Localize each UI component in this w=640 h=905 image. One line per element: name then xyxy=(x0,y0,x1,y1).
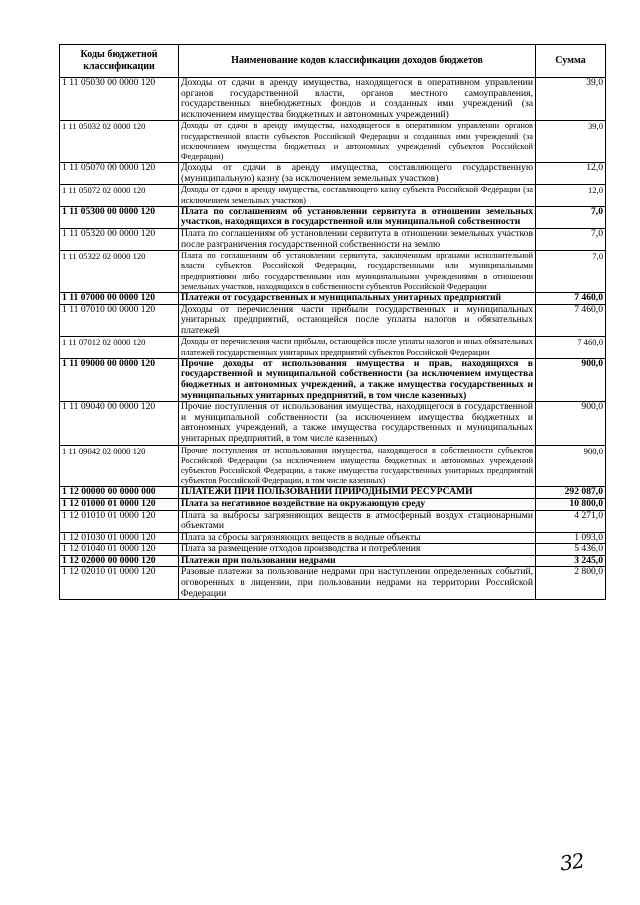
table-row xyxy=(60,510,606,532)
sum-cell: 7,0 xyxy=(536,251,606,293)
name-cell: Платежи от государственных и муниципальных унитарных предприятий xyxy=(179,292,536,304)
code-cell: 1 11 07010 00 0000 120 xyxy=(60,304,179,337)
code-cell: 1 11 05322 02 0000 120 xyxy=(60,251,179,293)
table-row xyxy=(60,555,606,567)
name-cell: Доходы от сдачи в аренду имущества, находящегося в оперативном управлении органов государственной власти субъектов Российской Федерации и созданных ими учреждений (за исключением имущества бюджетных и автономных учреждений субъектов Российской Федерации) xyxy=(179,121,536,163)
name-cell: Платежи при пользовании недрами xyxy=(179,555,536,567)
table-row xyxy=(60,251,606,293)
code-cell: 1 12 00000 00 0000 000 xyxy=(60,487,179,499)
table-row xyxy=(60,337,606,358)
table-row xyxy=(60,498,606,510)
table-row xyxy=(60,567,606,600)
sum-cell: 900,0 xyxy=(536,402,606,445)
table-row xyxy=(60,78,606,121)
name-cell: Плата за размещение отходов производства и потребления xyxy=(179,544,536,556)
code-cell: 1 11 05030 00 0000 120 xyxy=(60,78,179,121)
table-row xyxy=(60,532,606,544)
name-cell: Плата по соглашениям об установлении сервитута, заключенным органами исполнительной власти субъектов Российской Федерации, государственными или муниципальными предприятиями либо государственными или муниципальными учреждениями в отношении земельных участков, находящихся в собственности субъектов Российской Федерации xyxy=(179,251,536,293)
code-cell: 1 12 01010 01 0000 120 xyxy=(60,510,179,532)
table-row xyxy=(60,228,606,250)
name-cell: Плата по соглашениям об установлении сервитута в отношении земельных участков, находящихся в государственной или муниципальной собственности xyxy=(179,206,536,228)
code-cell: 1 11 05032 02 0000 120 xyxy=(60,121,179,163)
table-row xyxy=(60,402,606,445)
sum-cell: 7,0 xyxy=(536,228,606,250)
code-cell: 1 11 07012 02 0000 120 xyxy=(60,337,179,358)
sum-cell: 1 093,0 xyxy=(536,532,606,544)
table-row xyxy=(60,544,606,556)
code-cell: 1 11 05320 00 0000 120 xyxy=(60,228,179,250)
page-number: 32 xyxy=(558,848,586,876)
sum-cell: 12,0 xyxy=(536,163,606,185)
sum-cell: 292 087,0 xyxy=(536,487,606,499)
sum-cell: 4 271,0 xyxy=(536,510,606,532)
code-cell: 1 12 02010 01 0000 120 xyxy=(60,567,179,600)
name-cell: Прочие поступления от использования имущества, находящегося в государственной и муниципальной собственности (за исключением имущества бюджетных и автономных учреждений, а также имущества государственных и муниципальных унитарных предприятий, в том числе казенных) xyxy=(179,402,536,445)
name-cell: Прочие поступления от использования имущества, находящегося в собственности субъектов Российской Федерации (за исключением имущества бюджетных и автономных учреждений субъектов Российской Федерации, а также имущества государственных унитарных предприятий субъектов Российской Федерации, в том числе казенных) xyxy=(179,445,536,487)
code-cell: 1 11 07000 00 0000 120 xyxy=(60,292,179,304)
table-row xyxy=(60,206,606,228)
code-cell: 1 12 01000 01 0000 120 xyxy=(60,498,179,510)
name-cell: Плата за выбросы загрязняющих веществ в атмосферный воздух стационарными объектами xyxy=(179,510,536,532)
name-cell: Разовые платежи за пользование недрами при наступлении определенных событий, оговоренных в лицензии, при пользовании недрами на территории Российской Федерации xyxy=(179,567,536,600)
sum-cell: 900,0 xyxy=(536,358,606,401)
code-cell: 1 12 02000 00 0000 120 xyxy=(60,555,179,567)
name-cell: Плата за негативное воздействие на окружающую среду xyxy=(179,498,536,510)
code-column-header: Коды бюджетной классификации xyxy=(60,45,179,78)
sum-cell: 7 460,0 xyxy=(536,304,606,337)
table-row xyxy=(60,185,606,206)
table-row xyxy=(60,121,606,163)
sum-column-header: Сумма xyxy=(536,45,606,78)
code-cell: 1 11 09000 00 0000 120 xyxy=(60,358,179,401)
sum-cell: 7 460,0 xyxy=(536,292,606,304)
code-cell: 1 12 01040 01 0000 120 xyxy=(60,544,179,556)
name-cell: Прочие доходы от использования имущества и прав, находящихся в государственной и муниципальной собственности (за исключением имущества бюджетных и автономных учреждений, а также имущества государственных и муниципальных унитарных предприятий, в том числе казенных) xyxy=(179,358,536,401)
table-row xyxy=(60,487,606,499)
sum-cell: 7,0 xyxy=(536,206,606,228)
table-row xyxy=(60,304,606,337)
name-cell: Доходы от сдачи в аренду имущества, составляющего казну субъекта Российской Федерации (за исключением земельных участков) xyxy=(179,185,536,206)
name-cell: Доходы от перечисления части прибыли государственных и муниципальных унитарных предприятий, остающейся после уплаты налогов и обязательных платежей xyxy=(179,304,536,337)
table-row xyxy=(60,445,606,487)
sum-cell: 5 436,0 xyxy=(536,544,606,556)
name-cell: Плата по соглашениям об установлении сервитута в отношении земельных участков после разграничения государственной собственности на землю xyxy=(179,228,536,250)
sum-cell: 900,0 xyxy=(536,445,606,487)
table-row xyxy=(60,358,606,401)
code-cell: 1 11 09040 00 0000 120 xyxy=(60,402,179,445)
sum-cell: 39,0 xyxy=(536,121,606,163)
code-cell: 1 11 05300 00 0000 120 xyxy=(60,206,179,228)
sum-cell: 7 460,0 xyxy=(536,337,606,358)
name-cell: Доходы от перечисления части прибыли, остающейся после уплаты налогов и иных обязательных платежей государственных унитарных предприятий субъектов Российской Федерации xyxy=(179,337,536,358)
sum-cell: 2 800,0 xyxy=(536,567,606,600)
table-row xyxy=(60,292,606,304)
name-cell: Плата за сбросы загрязняющих веществ в водные объекты xyxy=(179,532,536,544)
code-cell: 1 11 09042 02 0000 120 xyxy=(60,445,179,487)
table-header-row xyxy=(60,45,606,78)
table-row xyxy=(60,163,606,185)
sum-cell: 12,0 xyxy=(536,185,606,206)
name-column-header: Наименование кодов классификации доходов бюджетов xyxy=(179,45,536,78)
code-cell: 1 11 05072 02 0000 120 xyxy=(60,185,179,206)
name-cell: ПЛАТЕЖИ ПРИ ПОЛЬЗОВАНИИ ПРИРОДНЫМИ РЕСУРСАМИ xyxy=(179,487,536,499)
name-cell: Доходы от сдачи в аренду имущества, находящегося в оперативном управлении органов государственной власти, органов местного самоуправления, государственных внебюджетных фондов и созданных ими учреждений (за исключением имущества бюджетных и автономных учреждений) xyxy=(179,78,536,121)
code-cell: 1 12 01030 01 0000 120 xyxy=(60,532,179,544)
name-cell: Доходы от сдачи в аренду имущества, составляющего государственную (муниципальную) казну (за исключением земельных участков) xyxy=(179,163,536,185)
code-cell: 1 11 05070 00 0000 120 xyxy=(60,163,179,185)
sum-cell: 3 245,0 xyxy=(536,555,606,567)
sum-cell: 39,0 xyxy=(536,78,606,121)
sum-cell: 10 800,0 xyxy=(536,498,606,510)
budget-income-table xyxy=(59,44,606,600)
